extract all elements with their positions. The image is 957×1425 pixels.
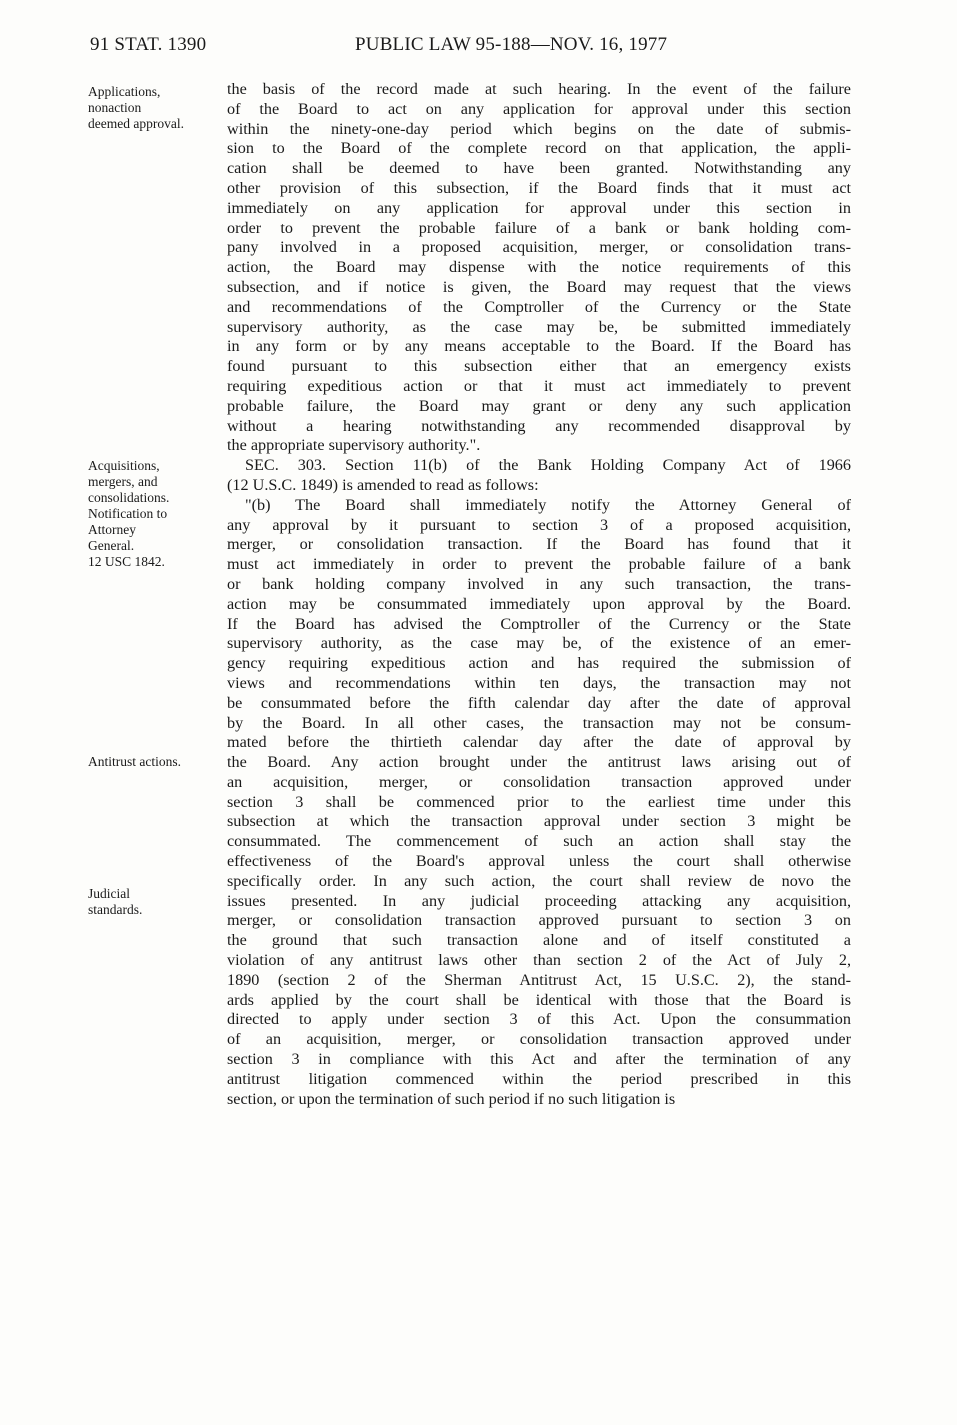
margin-note-antitrust (88, 754, 218, 770)
body-text-line: section 3 in compliance with this Act and after the termination of any (227, 1050, 851, 1069)
body-text-line: If the Board has advised the Comptroller of the Currency or the State (227, 614, 851, 633)
margin-note-line: consolidations. (88, 490, 170, 505)
margin-note-line: Notification to (88, 506, 168, 521)
margin-note-applications (88, 84, 218, 132)
statute-page-reference: 91 STAT. 1390 (90, 34, 207, 55)
body-text-line: probable failure, the Board may grant or deny any such application (227, 396, 851, 415)
body-text-line: consummated. The commencement of such an action shall stay the (227, 832, 851, 851)
body-text-line: of an acquisition, merger, or consolidation transaction approved under (227, 1030, 851, 1049)
body-text-line: any approval by it pursuant to section 3 of a proposed acquisition, (227, 515, 851, 534)
body-text-line: (12 U.S.C. 1849) is amended to read as follows: (227, 475, 539, 494)
body-text-line: ards applied by the court shall be identical with those that the Board is (227, 990, 851, 1009)
margin-note-line: Antitrust actions. (88, 754, 181, 769)
body-text-line: the basis of the record made at such hearing. In the event of the failure (227, 80, 851, 98)
body-text-line: or bank holding company involved in any such transaction, the trans- (227, 574, 851, 593)
margin-note-line: Acquisitions, (88, 458, 160, 473)
body-text-line: order to prevent the probable failure of a bank or bank holding com- (227, 218, 851, 237)
body-text-line: "(b) The Board shall immediately notify the Attorney General of (245, 495, 851, 514)
body-text-line: antitrust litigation commenced within the period prescribed in this (227, 1069, 851, 1088)
body-text-line: must act immediately in order to prevent the probable failure of a bank (227, 555, 851, 574)
margin-note-line: deemed approval. (88, 116, 184, 131)
body-text-line: the Board. Any action brought under the antitrust laws arising out of (227, 753, 851, 772)
body-text-line: requiring expeditious action or that it must act immediately to prevent (227, 376, 851, 395)
body-text-line: merger, or consolidation transaction. If the Board has found that it (227, 535, 851, 554)
body-text-line: subsection at which the transaction approval under section 3 might be (227, 812, 851, 831)
margin-note-line: nonaction (88, 100, 142, 115)
body-text-line: SEC. 303. Section 11(b) of the Bank Holding Company Act of 1966 (245, 456, 851, 475)
body-text-line: action may be consummated immediately upon approval by the Board. (227, 594, 851, 613)
body-text-line: mated before the thirtieth calendar day after the date of approval by (227, 733, 851, 752)
margin-note-line: 12 USC 1842. (88, 554, 165, 569)
body-text-line: in any form or by any means acceptable to the Board. If the Board has (227, 337, 851, 356)
body-text-line: issues presented. In any judicial proceeding attacking any acquisition, (227, 891, 851, 910)
body-text-line: subsection, and if notice is given, the Board may request that the views (227, 277, 851, 296)
body-text-line: sion to the Board of the complete record on that application, the appli- (227, 139, 851, 158)
margin-note-line: standards. (88, 902, 143, 917)
margin-note-line: General. (88, 538, 135, 553)
body-text-line: the appropriate supervisory authority.". (227, 436, 481, 455)
margin-note-line: Judicial (88, 886, 130, 901)
body-text-line: cation shall be deemed to have been granted. Notwithstanding any (227, 159, 851, 178)
margin-note-acquisitions (88, 458, 218, 570)
body-text-line: without a hearing notwithstanding any recommended disapproval by (227, 416, 851, 435)
body-text-line: supervisory authority, as the case may be, be submitted immediately (227, 317, 851, 336)
body-text-line: be consummated before the fifth calendar day after the date of approval (227, 693, 851, 712)
body-text-line: other provision of this subsection, if the Board finds that it must act (227, 178, 851, 197)
public-law-title: PUBLIC LAW 95-188—NOV. 16, 1977 (355, 34, 668, 55)
page-header (90, 34, 850, 58)
body-text-line: views and recommendations within ten days, the transaction may not (227, 673, 851, 692)
margin-note-judicial (88, 886, 218, 918)
body-text-line: specifically order. In any such action, the court shall review de novo the (227, 871, 851, 890)
body-text-line: by the Board. In all other cases, the transaction may not be consum- (227, 713, 851, 732)
body-text-line: of the Board to act on any application for approval under this section (227, 99, 851, 118)
body-text-line: supervisory authority, as the case may be, of the existence of an emer- (227, 634, 851, 653)
body-text-line: gency requiring expeditious action and has required the submission of (227, 654, 851, 673)
body-text-line: immediately on any application for approval under this section in (227, 198, 851, 217)
body-text-line: 1890 (section 2 of the Sherman Antitrust Act, 15 U.S.C. 2), the stand- (227, 970, 851, 989)
margin-note-line: Attorney (88, 522, 136, 537)
body-text-line: violation of any antitrust laws other than section 2 of the Act of July 2, (227, 951, 851, 970)
statute-body-text (227, 80, 851, 1109)
body-text-line: action, the Board may dispense with the notice requirements of this (227, 258, 851, 277)
body-text-line: within the ninety-one-day period which begins on the date of submis- (227, 119, 851, 138)
body-text-line: the ground that such transaction alone and of itself constituted a (227, 931, 851, 950)
body-text-line: effectiveness of the Board's approval unless the court shall otherwise (227, 852, 851, 871)
margin-note-line: mergers, and (88, 474, 158, 489)
body-text-line: and recommendations of the Comptroller of the Currency or the State (227, 297, 851, 316)
body-text-line: merger, or consolidation transaction approved pursuant to section 3 on (227, 911, 851, 930)
body-text-line: section, or upon the termination of such period if no such litigation is (227, 1089, 676, 1108)
margin-note-line: Applications, (88, 84, 161, 99)
body-text-line: pany involved in a proposed acquisition, merger, or consolidation trans- (227, 238, 851, 257)
body-text-line: found pursuant to this subsection either that an emergency exists (227, 357, 851, 376)
body-text-line: an acquisition, merger, or consolidation transaction approved under (227, 772, 851, 791)
body-text-line: directed to apply under section 3 of this Act. Upon the consummation (227, 1010, 851, 1029)
body-text-line: section 3 shall be commenced prior to the earliest time under this (227, 792, 851, 811)
